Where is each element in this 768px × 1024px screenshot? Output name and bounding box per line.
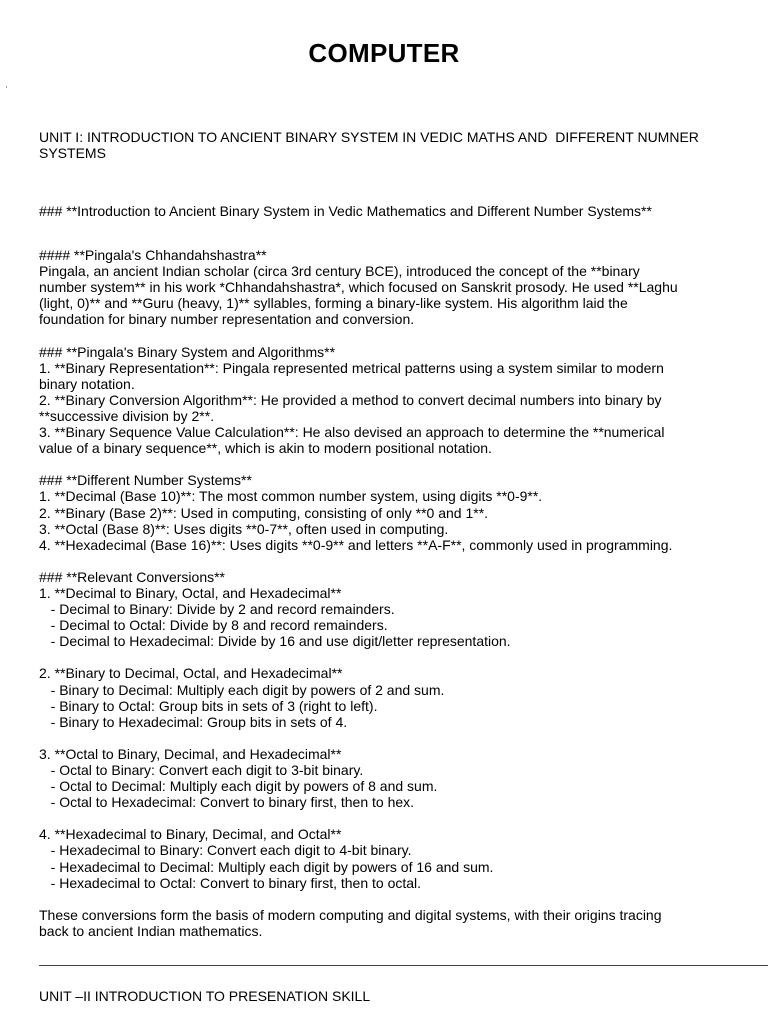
unit-two-heading: UNIT –II INTRODUCTION TO PRESENATION SKILL (39, 988, 371, 1004)
body-line: (light, 0)** and **Guru (heavy, 1)** syllables, forming a binary-like system. His algorithm laid the (39, 295, 628, 312)
body-line: - Decimal to Binary: Divide by 2 and record remainders. (39, 601, 395, 618)
body-line: - Hexadecimal to Decimal: Multiply each digit by powers of 16 and sum. (39, 858, 494, 875)
section-divider (39, 965, 768, 966)
body-line: - Hexadecimal to Binary: Convert each digit to 4-bit binary. (39, 842, 412, 859)
unit-one-heading-line: UNIT I: INTRODUCTION TO ANCIENT BINARY SYSTEM IN VEDIC MATHS AND DIFFERENT NUMNER (39, 129, 699, 145)
blank-line (39, 327, 739, 343)
body-line: back to ancient Indian mathematics. (39, 922, 263, 939)
body-line: 4. **Hexadecimal to Binary, Decimal, and Octal** (39, 826, 342, 843)
body-line: 1. **Decimal to Binary, Octal, and Hexadecimal** (39, 584, 342, 601)
body-line: 1. **Decimal (Base 10)**: The most common number system, using digits **0-9**. (39, 488, 543, 505)
blank-line (39, 810, 739, 826)
body-line: 2. **Binary to Decimal, Octal, and Hexadecimal** (39, 665, 343, 682)
body-line: 3. **Octal to Binary, Decimal, and Hexadecimal** (39, 745, 342, 762)
body-line: Pingala, an ancient Indian scholar (circa 3rd century BCE), introduced the concept of the **binary (39, 263, 640, 280)
section-heading: ### **Introduction to Ancient Binary System in Vedic Mathematics and Different Number Systems** (39, 203, 652, 219)
body-line: ### **Relevant Conversions** (39, 568, 225, 585)
blank-line (39, 891, 739, 907)
blank-line (39, 730, 739, 746)
body-line: value of a binary sequence**, which is akin to modern positional notation. (39, 440, 492, 457)
blank-line (39, 456, 739, 472)
document-body (39, 247, 739, 939)
body-line: ### **Pingala's Binary System and Algorithms** (39, 343, 336, 360)
body-line: - Binary to Octal: Group bits in sets of 3 (right to left). (39, 697, 378, 714)
blank-line (39, 553, 739, 569)
body-line: number system** in his work *Chhandahshastra*, which focused on Sanskrit prosody. He used **Laghu (39, 279, 678, 296)
body-line: - Octal to Decimal: Multiply each digit by powers of 8 and sum. (39, 778, 438, 795)
body-line: 1. **Binary Representation**: Pingala represented metrical patterns using a system similar to modern (39, 359, 664, 376)
unit-one-heading-line: SYSTEMS (39, 145, 106, 161)
body-line: 2. **Binary Conversion Algorithm**: He provided a method to convert decimal numbers into binary by (39, 391, 662, 408)
body-line: binary notation. (39, 375, 135, 392)
document-title: COMPUTER (308, 38, 460, 68)
body-line: ### **Different Number Systems** (39, 472, 252, 489)
body-line: 3. **Octal (Base 8)**: Uses digits **0-7**, often used in computing. (39, 520, 449, 537)
body-line: **successive division by 2**. (39, 407, 215, 424)
unit-one-heading (39, 129, 729, 161)
blank-line (39, 649, 739, 665)
body-line: - Hexadecimal to Octal: Convert to binary first, then to octal. (39, 874, 422, 891)
margin-mark (6, 86, 7, 88)
body-line: 3. **Binary Sequence Value Calculation**: He also devised an approach to determine the **numerical (39, 424, 665, 441)
body-line: - Octal to Binary: Convert each digit to 3-bit binary. (39, 762, 364, 778)
body-line: foundation for binary number representation and conversion. (39, 311, 415, 328)
body-line: 2. **Binary (Base 2)**: Used in computing, consisting of only **0 and 1**. (39, 504, 489, 521)
body-line: - Decimal to Hexadecimal: Divide by 16 and use digit/letter representation. (39, 633, 511, 650)
body-line: #### **Pingala's Chhandahshastra** (39, 247, 267, 263)
body-line: - Decimal to Octal: Divide by 8 and record remainders. (39, 617, 388, 634)
body-line: - Binary to Decimal: Multiply each digit by powers of 2 and sum. (39, 681, 445, 698)
body-line: These conversions form the basis of modern computing and digital systems, with their origins tracing (39, 906, 662, 923)
body-line: 4. **Hexadecimal (Base 16)**: Uses digits **0-9** and letters **A-F**, commonly used in programming. (39, 536, 673, 553)
body-line: - Octal to Hexadecimal: Convert to binary first, then to hex. (39, 794, 415, 811)
body-line: - Binary to Hexadecimal: Group bits in sets of 4. (39, 713, 348, 730)
